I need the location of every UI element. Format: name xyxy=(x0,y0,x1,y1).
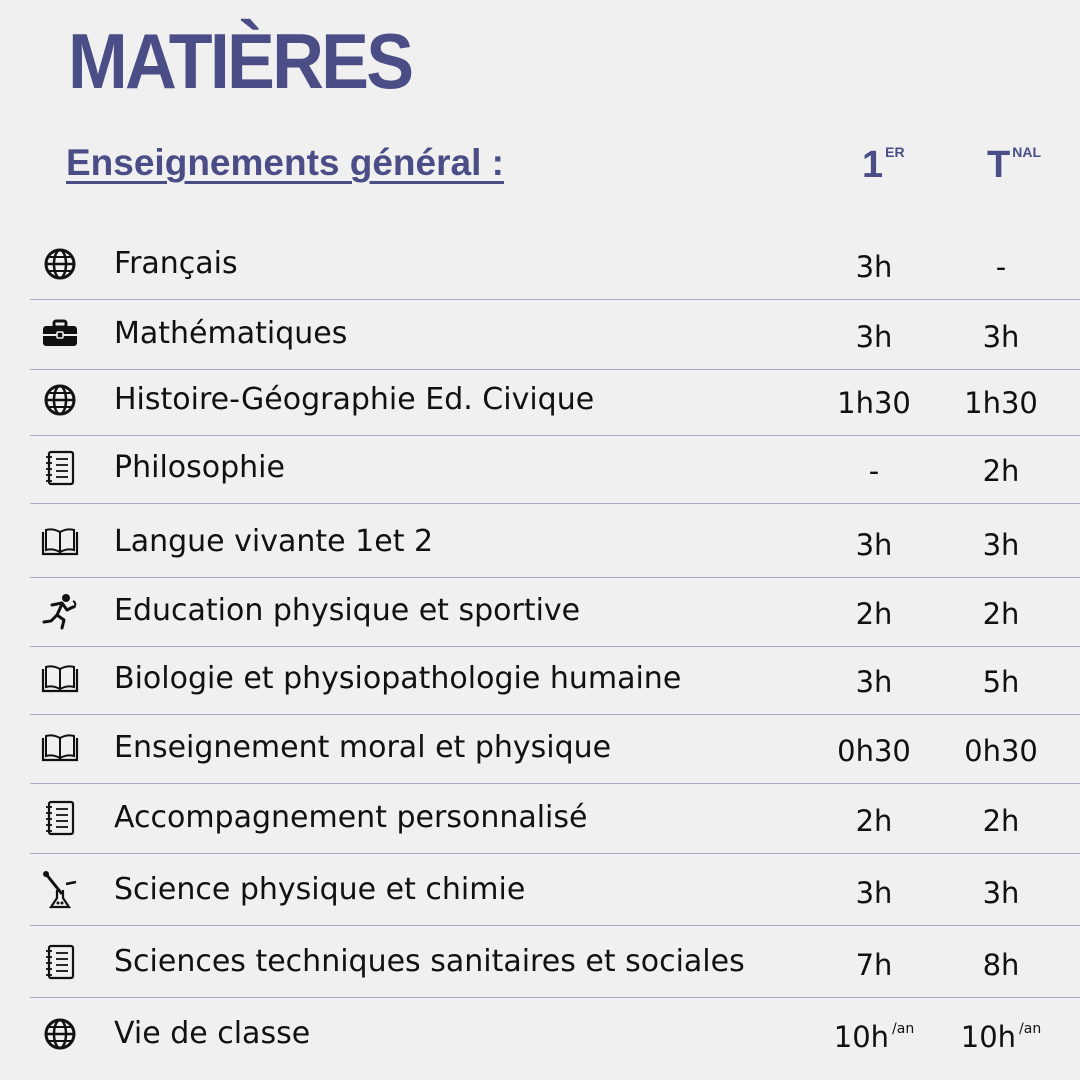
table-row xyxy=(30,856,1080,926)
hours-terminale xyxy=(936,454,1066,489)
subject-label: Philosophie xyxy=(114,450,285,485)
hours-value: 2h xyxy=(855,597,893,631)
subject-label: Français xyxy=(114,246,238,281)
hours-terminale xyxy=(936,804,1066,839)
hours-value: 1h30 xyxy=(964,386,1038,420)
hours-premiere xyxy=(809,948,939,983)
book-icon xyxy=(40,522,80,562)
page-title: MATIÈRES xyxy=(68,17,412,105)
subject-label: Mathématiques xyxy=(114,316,348,351)
globe-icon xyxy=(40,1014,80,1054)
hours-value: 2h xyxy=(982,454,1020,488)
hours-terminale xyxy=(936,948,1066,983)
table-row xyxy=(30,1000,1080,1070)
hours-value: 10h xyxy=(960,1020,1017,1054)
hours-premiere xyxy=(809,454,939,489)
hours-premiere xyxy=(809,320,939,355)
hours-terminale xyxy=(936,528,1066,563)
book-icon xyxy=(40,728,80,768)
hours-terminale xyxy=(936,597,1066,632)
hours-value: 3h xyxy=(982,528,1020,562)
runner-icon xyxy=(40,591,80,631)
briefcase-icon xyxy=(40,314,80,354)
hours-terminale xyxy=(936,250,1066,285)
hours-value: 2h xyxy=(855,804,893,838)
hours-premiere xyxy=(809,734,939,769)
hours-value: 3h xyxy=(855,250,893,284)
hours-terminale xyxy=(936,1020,1066,1055)
hours-premiere xyxy=(809,386,939,421)
subject-label: Vie de classe xyxy=(114,1016,311,1051)
hours-premiere xyxy=(809,250,939,285)
table-row xyxy=(30,645,1080,715)
globe-icon xyxy=(40,244,80,284)
subject-label: Education physique et sportive xyxy=(114,593,581,628)
hours-value: 3h xyxy=(855,528,893,562)
hours-value: 2h xyxy=(982,804,1020,838)
hours-value: - xyxy=(868,454,880,488)
row-divider xyxy=(30,503,1080,504)
hours-premiere xyxy=(809,804,939,839)
row-divider xyxy=(30,925,1080,926)
row-divider xyxy=(30,853,1080,854)
column-header-main: 1 xyxy=(862,144,884,186)
column-header-sup: NAL xyxy=(1012,144,1041,160)
globe-icon xyxy=(40,380,80,420)
notepad-icon xyxy=(40,448,80,488)
hours-value: 5h xyxy=(982,665,1020,699)
hours-value: 3h xyxy=(982,320,1020,354)
table-row xyxy=(30,230,1080,300)
table-row xyxy=(30,784,1080,854)
hours-terminale xyxy=(936,734,1066,769)
subject-label: Accompagnement personnalisé xyxy=(114,800,588,835)
table-row xyxy=(30,300,1080,370)
hours-value: 3h xyxy=(982,876,1020,910)
column-header-terminale xyxy=(987,146,1041,184)
subject-label: Science physique et chimie xyxy=(114,872,526,907)
hours-value: 1h30 xyxy=(837,386,911,420)
subject-label: Sciences techniques sanitaires et sociales xyxy=(114,944,745,979)
table-row xyxy=(30,434,1080,504)
hours-value: - xyxy=(995,250,1007,284)
hours-value: 3h xyxy=(855,876,893,910)
row-divider xyxy=(30,997,1080,998)
table-row xyxy=(30,366,1080,436)
subject-label: Enseignement moral et physique xyxy=(114,730,612,765)
table-row xyxy=(30,577,1080,647)
hours-terminale xyxy=(936,320,1066,355)
hours-value: 7h xyxy=(855,948,893,982)
hours-premiere xyxy=(809,597,939,632)
hours-value: 3h xyxy=(855,665,893,699)
per-year-suffix: /an xyxy=(892,1021,915,1037)
hours-value: 0h30 xyxy=(837,734,911,768)
hours-value: 10h xyxy=(833,1020,890,1054)
hours-value: 0h30 xyxy=(964,734,1038,768)
hours-value: 2h xyxy=(982,597,1020,631)
lab-flask-icon xyxy=(40,870,80,910)
hours-value: 8h xyxy=(982,948,1020,982)
notepad-icon xyxy=(40,798,80,838)
table-row xyxy=(30,714,1080,784)
subject-label: Histoire-Géographie Ed. Civique xyxy=(114,382,595,417)
column-header-sup: ER xyxy=(885,144,905,160)
section-subtitle: Enseignements général : xyxy=(66,142,504,183)
table-row xyxy=(30,508,1080,578)
hours-premiere xyxy=(809,665,939,700)
column-header-premiere xyxy=(862,146,905,184)
subject-label: Biologie et physiopathologie humaine xyxy=(114,661,682,696)
hours-premiere xyxy=(809,528,939,563)
hours-terminale xyxy=(936,876,1066,911)
column-header-main: T xyxy=(987,144,1011,186)
hours-terminale xyxy=(936,386,1066,421)
hours-terminale xyxy=(936,665,1066,700)
notepad-icon xyxy=(40,942,80,982)
table-row xyxy=(30,928,1080,998)
hours-premiere xyxy=(809,876,939,911)
subject-label: Langue vivante 1et 2 xyxy=(114,524,434,559)
hours-premiere xyxy=(809,1020,939,1055)
hours-value: 3h xyxy=(855,320,893,354)
book-icon xyxy=(40,659,80,699)
per-year-suffix: /an xyxy=(1019,1021,1042,1037)
